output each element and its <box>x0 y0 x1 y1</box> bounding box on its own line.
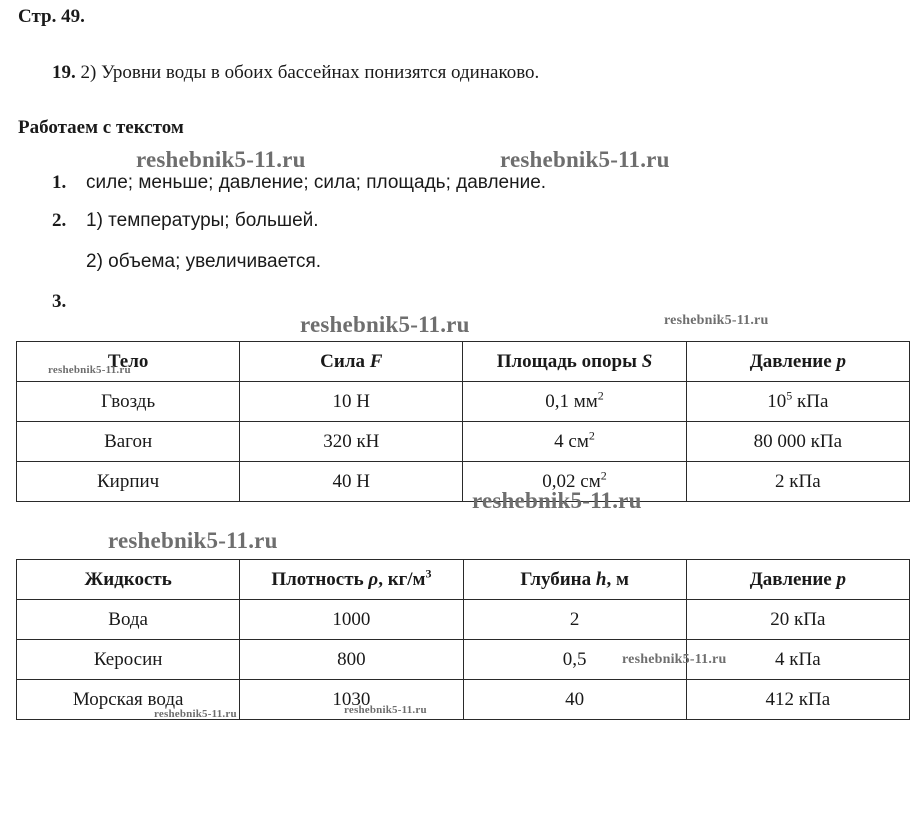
page-title: Стр. 49. <box>18 6 85 27</box>
table-cell: Вода <box>17 600 240 640</box>
header-cell: Давление p <box>686 560 909 600</box>
table-cell: 20 кПа <box>686 600 909 640</box>
watermark: reshebnik5-11.ru <box>622 652 727 667</box>
watermark: reshebnik5-11.ru <box>136 147 306 172</box>
table-cell: Морская вода <box>17 680 240 720</box>
table-cell: 4 $см^2$ <box>463 422 686 462</box>
table-row <box>17 640 910 680</box>
header-cell: Жидкость <box>17 560 240 600</box>
table-row <box>17 680 910 720</box>
watermark: reshebnik5-11.ru <box>472 488 642 513</box>
table-row <box>17 382 910 422</box>
table-row <box>17 600 910 640</box>
table-cell: Вагон <box>17 422 240 462</box>
item-number: 2. <box>52 210 67 231</box>
table-cell: 0,1 $мм^2$ <box>463 382 686 422</box>
watermark: reshebnik5-11.ru <box>344 704 427 716</box>
item-number: 1. <box>52 172 67 193</box>
table-cell: 0,02 $см^2$ <box>463 462 686 502</box>
table-header-row <box>17 560 910 600</box>
list-item <box>0 210 920 234</box>
answer-19-text: 2) Уровни воды в обоих бассейнах понизятся одинаково. <box>80 62 540 83</box>
table-cell: 1030 <box>240 680 463 720</box>
table-cell: 80 000 кПа <box>686 422 909 462</box>
watermark: reshebnik5-11.ru <box>154 708 237 720</box>
item-number: 3. <box>52 291 67 312</box>
list-item <box>0 172 920 196</box>
table-cell: Керосин <box>17 640 240 680</box>
header-cell: Тело <box>17 342 240 382</box>
answer-19 <box>52 62 539 84</box>
item-text: 1) температуры; большей. <box>86 210 319 231</box>
header-cell: Плотность ρ, $кг/м^3$ <box>240 560 463 600</box>
table-cell: 320 кН <box>240 422 463 462</box>
header-cell: Давление p <box>686 342 909 382</box>
table-cell: 1000 <box>240 600 463 640</box>
watermark: reshebnik5-11.ru <box>48 364 131 376</box>
table-cell: $10^5$ кПа <box>686 382 909 422</box>
header-cell: Глубина h, м <box>463 560 686 600</box>
table-cell: 40 Н <box>240 462 463 502</box>
header-cell: Площадь опоры S <box>463 342 686 382</box>
table-cell: 40 <box>463 680 686 720</box>
watermark: reshebnik5-11.ru <box>300 312 470 337</box>
answer-19-number: 19. <box>52 62 76 83</box>
table-cell: 0,5 <box>463 640 686 680</box>
table-cell: 2 кПа <box>686 462 909 502</box>
watermark: reshebnik5-11.ru <box>664 313 769 328</box>
pressure-solids-table <box>16 341 910 502</box>
table-cell: Кирпич <box>17 462 240 502</box>
table-row <box>17 462 910 502</box>
item-text: 2) объема; увеличивается. <box>86 251 322 272</box>
table-cell: 800 <box>240 640 463 680</box>
watermark: reshebnik5-11.ru <box>500 147 670 172</box>
watermark: reshebnik5-11.ru <box>108 528 278 553</box>
pressure-liquids-table <box>16 559 910 720</box>
table-cell: 4 кПа <box>686 640 909 680</box>
list-item <box>0 251 920 275</box>
item-text: силе; меньше; давление; сила; площадь; давление. <box>86 172 547 193</box>
header-cell: Сила F <box>240 342 463 382</box>
table-cell: 10 Н <box>240 382 463 422</box>
section-title: Работаем с текстом <box>18 117 184 138</box>
table-header-row <box>17 342 910 382</box>
table-cell: Гвоздь <box>17 382 240 422</box>
table-row <box>17 422 910 462</box>
table-cell: 2 <box>463 600 686 640</box>
table-cell: 412 кПа <box>686 680 909 720</box>
